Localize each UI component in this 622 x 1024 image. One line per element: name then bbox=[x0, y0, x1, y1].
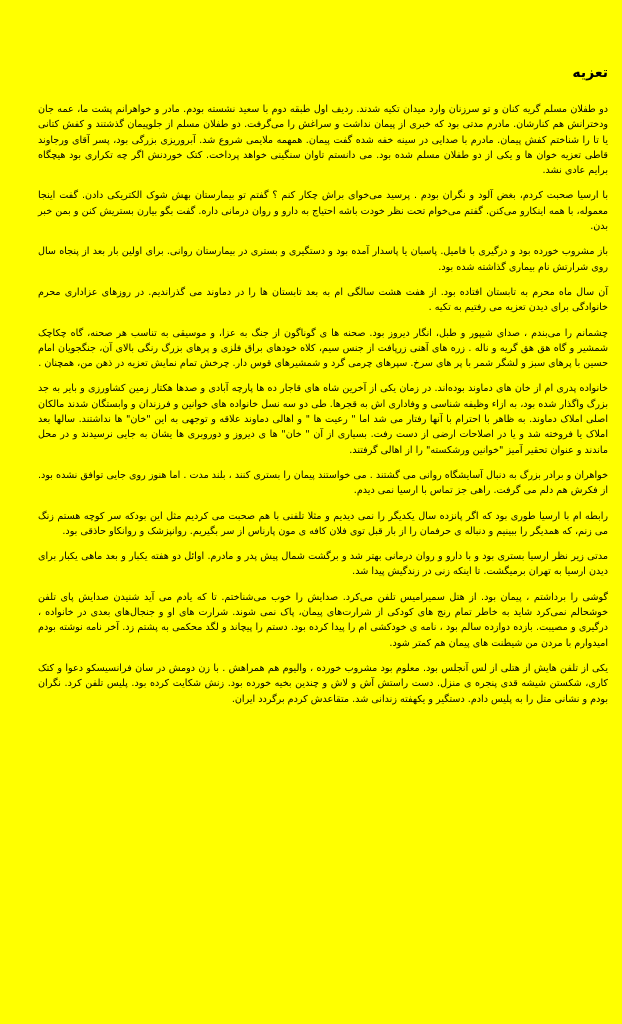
paragraph-1: دو طفلان مسلم گریه کنان و تو سرزنان وارد میدان تکیه شدند. ردیف اول طبقه دوم با سعید نشسته بودم. مادر و خواهرانم پشت ما، عمه جان ودخترانش هم کنارشان. مادرم مدتی بود که خبری از پیمان نداشت و سراغش را می‌گرفت. دو طفلان مسلم از جلوپیمان گذشتند و کفش کتانی یا تا را شناختم کفش پیمان. مادرم با صدایی در سینه خفه شده گفت پیمان. همهمه ملایمی شروع شد. آبروریزی بزرگی بود، پسر آقای ورجاوند قاطی تعزیه خوان ها و یکی از دو طفلان مسلم شده بود. می دانستم تاوان سنگینی خواهد پرداخت. کتک خوردنش اگر چه تکراری بود هیچگاه برایم عادی نشد. bbox=[38, 104, 608, 177]
paragraph-9: مدتی زیر نظر ارسیا بستری بود و با دارو و روان درمانی بهتر شد و برگشت شمال پیش پدر و مادرم. اوائل دو هفته یکبار و بعد ماهی یکبار برای دیدن ارسیا به تهران برمیگشت. تا اینکه زنی در زندگیش پیدا شد. bbox=[38, 551, 608, 578]
paragraph-10: گوشی را برداشتم ، پیمان بود. از هتل سمیرامیس تلفن می‌کرد. صدایش را خوب می‌شناختم. تا که یادم می آید شنیدن صدایش پای تلفن خوشحالم نمی‌کرد شاید به خاطر تمام رنج های کودکی از شرارت‌های پیمان، پاک نمی شوند. شرارت های او و جنجال‌های بعدی در خانواده ، درگیری و مصیبت. بازده دوازده سالم بود ، نامه ی خودکشی ام را پیدا کرده بود. دستم را پیچاند و لگد محکمی به پشتم زد. آخر نامه نوشته بودم امیدوارم با مردن من شیطنت های پیمان هم کمتر شود. bbox=[38, 591, 608, 649]
paragraph-2: با ارسیا صحبت کردم، بغض آلود و نگران بودم . پرسید می‌خوای براش چکار کنم ؟ گفتم تو بیمارستان بهش شوک الکتریکی دادن. گفت اینجا معموله، با همه اینکارو می‌کنن. گفتم می‌خوام تحت نظر خودت باشه احتیاج به دارو و روان درمانی داره. گفت بگو بیارن بستریش کنن و بمن خبر بدن. bbox=[38, 190, 608, 233]
paragraph-7: خواهران و برادر بزرگ به دنبال آسایشگاه روانی می گشتند . می خواستند پیمان را بستری کنند ، بلند مدت . اما هنوز روی جایی توافق نشده بود. از فکرش هم دلم می گرفت. راهی جز تماس با ارسیا نمی دیدم. bbox=[38, 469, 608, 497]
document-title: تعزیه bbox=[572, 65, 608, 81]
paragraph-6: خانواده پدری ام از خان های دماوند بوده‌اند. در زمان یکی از آخرین شاه های قاجار ده ها پارچه آبادی و صدها هکتار زمین کشاورزی و بایر به جد بزرگ واگذار شده بود، به ازاء وظیفه شناسی و وفاداری اش به قجرها. طی دو سه نسل خانواده های خوانین و فرزندان و وابستگان شدند مالکان اصلی املاک دماوند. به ظاهر با احترام با آنها رفتار می شد اما " رعیت ها " و اهالی دماوند علاقه و توجهی به این "خان" ها نداشتند. سالها بعد املاک یا فروخته شد و یا در اصلاحات ارضی از دست رفت. بسیاری از آن " خان" ها ی دیروز و دوروبری ها یشان به جایی نرسیدند و در محل ماندند و عنوان تحقیر آمیز "خوانین ورشکسته" را از اهالی گرفتند. bbox=[38, 383, 608, 456]
paragraph-4: آن سال ماه محرم به تابستان افتاده بود. از هفت هشت سالگی ام به بعد تابستان ها را در دماوند می گذراندیم. در روزهای عزاداری محرم خانوادگی برای دیدن تعزیه می رفتیم به تکیه . bbox=[38, 286, 608, 314]
paragraph-5: چشمانم را می‌بندم ، صدای شیپور و طبل، انگار دیروز بود. صحنه ها ی گوناگون از جنگ به عزا، و موسیقی به تناسب هر صحنه، گاه چکاچک شمشیر و گاه هق هق گریه و ناله . زره های آهنی زرپافت از جنس سیم، کلاه خودهای براق فلزی و پرهای بزرگ رنگی بالای آن، جنگجویان امام حسین با پرهای سبز و لشگر شمر با پر های سرخ. سپرهای چرمی گرد و شمشیرهای قوس دار. چرخش تمام نمایش تعزیه در ذهن من، همچنان . bbox=[38, 327, 608, 370]
paragraph-3: باز مشروب خورده بود و درگیری با فامیل. پاسبان یا پاسدار آمده بود و دستگیری و بستری در بیمارستان روانی. برای اولین بار بعد از پنجاه سال روی شرارتش نام بیماری گذاشته شده بود. bbox=[38, 246, 608, 273]
document-page bbox=[38, 64, 608, 717]
paragraph-8: رابطه ام با ارسیا طوری بود که اگر پانزده سال یکدیگر را نمی دیدیم و مثلا تلفنی با هم صحبت می کردیم مثل این بودکه سر کوچه هستم زنگ می زنم، که همدیگر را ببینیم و دنباله ی حرفمان را از بار قبل توی فلان کافه ی مون پارناس از سر بگیریم. روانپزشک و روانکاو حاذقی بود. bbox=[38, 510, 608, 537]
paragraph-11: یکی از تلفن هایش از هتلی از لس آنجلس بود. معلوم بود مشروب خورده ، واليوم هم همراهش . با زن دومش در سان فرانسیسکو دعوا و کتک کاری، شکستن شیشه قدی پنجره ی منزل. دست راستش آش و لاش و چندین بخیه خورده بود. زنش شکایت کرده بود. پلیس تلفن کرد. نگران بودم و نشانی متل را به پلیس دادم. دستگیر و یکهفته زندانی شد. متقاعدش کردم برگردد ایران. bbox=[38, 662, 608, 705]
